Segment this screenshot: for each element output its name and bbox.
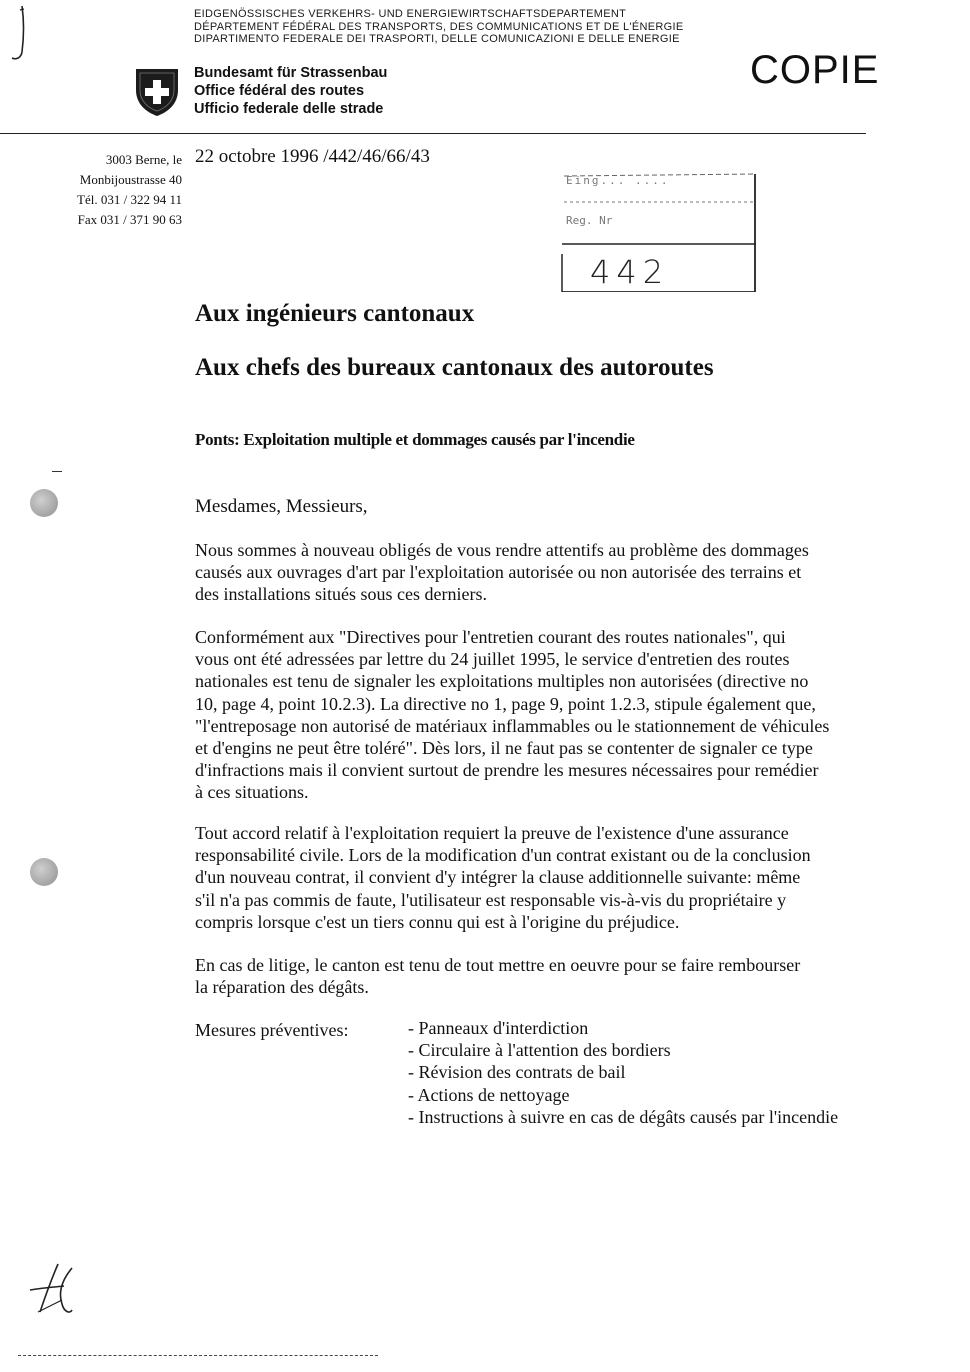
office-line-it: Ufficio federale delle strade: [194, 101, 384, 117]
paragraph-line: Tout accord relatif à l'exploitation requiert la preuve de l'existence d'une assurance: [195, 823, 789, 843]
sender-street: Monbijoustrasse 40: [79, 172, 182, 187]
handwritten-mark-top: [8, 0, 48, 70]
letter-subject: Ponts: Exploitation multiple et dommages causés par l'incendie: [195, 430, 635, 449]
ministry-line-de: EIDGENÖSSISCHES VERKEHRS- UND ENERGIEWIRTSCHAFTSDEPARTEMENT: [194, 8, 627, 20]
stamp-receipt-text: Eing... ....: [566, 174, 670, 187]
body-paragraph-2: [195, 626, 907, 804]
ministry-line-it: DIPARTIMENTO FEDERALE DEI TRASPORTI, DELLE COMUNICAZIONI E DELLE ENERGIE: [194, 33, 680, 45]
ministry-header: [194, 8, 683, 46]
paragraph-line: nationales est tenu de signaler les exploitations multiples non autorisées (directive no: [195, 671, 809, 692]
paragraph-line: à ces situations.: [195, 782, 309, 803]
list-item: - Panneaux d'interdiction: [408, 1018, 589, 1038]
list-item: - Révision des contrats de bail: [408, 1062, 626, 1083]
salutation: Mesdames, Messieurs,: [195, 496, 368, 517]
recipient-heading-1: Aux ingénieurs cantonaux: [195, 300, 475, 327]
handwritten-initials: [28, 1260, 88, 1320]
body-paragraph-4: [195, 954, 907, 998]
paragraph-line: vous ont été adressées par lettre du 24 juillet 1995, le service d'entretien des routes: [195, 649, 790, 670]
paragraph-line: des installations situés sous ces derniers.: [195, 584, 487, 605]
paragraph-line: causés aux ouvrages d'art par l'exploitation autorisée ou non autorisée des terrains et: [195, 562, 802, 583]
list-item: - Instructions à suivre en cas de dégâts causés par l'incendie: [408, 1106, 839, 1127]
paragraph-line: "l'entreposage non autorisé de matériaux inflammables ou le stationnement de véhicules: [195, 715, 830, 736]
sender-address: [40, 150, 182, 230]
office-name: [194, 64, 387, 118]
paragraph-line: et d'engins ne peut être toléré". Dès lors, il ne faut pas se contenter de signaler ce type: [195, 738, 813, 759]
copy-mark: COPIE: [750, 48, 880, 92]
paragraph-line: la réparation des dégâts.: [195, 977, 369, 998]
stamp-reg-label: Reg. Nr: [566, 214, 613, 227]
paragraph-line: d'un nouveau contrat, il convient d'y intégrer la clause additionnelle suivante: même: [195, 867, 801, 888]
office-line-de: Bundesamt für Strassenbau: [194, 65, 388, 81]
margin-tick: [52, 471, 62, 472]
body-paragraph-1: [195, 539, 907, 606]
sender-tel: Tél. 031 / 322 94 11: [77, 192, 182, 207]
measures-label: Mesures préventives:: [195, 1020, 349, 1040]
paragraph-line: d'infractions mais il convient surtout de prendre les mesures nécessaires pour remédier: [195, 760, 819, 781]
paragraph-line: 10, page 4, point 10.2.3). La directive no 1, page 9, point 1.2.3, stipule également que,: [195, 693, 816, 714]
punch-hole-bottom: [30, 858, 58, 886]
stamp-reg-number: 442: [590, 253, 670, 291]
ministry-line-fr: DÉPARTEMENT FÉDÉRAL DES TRANSPORTS, DES COMMUNICATIONS ET DE L'ÉNERGIE: [194, 20, 684, 33]
paragraph-line: Nous sommes à nouveau obligés de vous rendre attentifs au problème des dommages: [195, 540, 809, 560]
paragraph-line: Conformément aux "Directives pour l'entretien courant des routes nationales", qui: [195, 627, 786, 647]
office-line-fr: Office fédéral des routes: [194, 83, 365, 99]
recipient-heading-2: Aux chefs des bureaux cantonaux des autoroutes: [195, 354, 714, 381]
body-paragraph-3: [195, 822, 907, 933]
paragraph-line: En cas de litige, le canton est tenu de tout mettre en oeuvre pour se faire rembourser: [195, 955, 801, 975]
punch-hole-top: [30, 489, 58, 517]
date-reference: 22 octobre 1996 /442/46/66/43: [195, 146, 430, 167]
paragraph-line: responsabilité civile. Lors de la modification d'un contrat existant ou de la conclusion: [195, 845, 811, 866]
sender-fax: Fax 031 / 371 90 63: [77, 212, 182, 227]
measures-list: [408, 1017, 838, 1128]
paragraph-line: s'il n'a pas commis de faute, l'utilisateur est responsable vis-à-vis du propriétaire y: [195, 889, 787, 910]
footer-divider: [18, 1355, 378, 1356]
list-item: - Circulaire à l'attention des bordiers: [408, 1040, 671, 1061]
paragraph-line: compris lorsque c'est un tiers connu qui est à l'origine du préjudice.: [195, 911, 680, 932]
list-item: - Actions de nettoyage: [408, 1084, 570, 1105]
sender-city: 3003 Berne, le: [105, 152, 182, 167]
header-divider: [0, 133, 866, 134]
swiss-crest-icon: [134, 66, 180, 118]
